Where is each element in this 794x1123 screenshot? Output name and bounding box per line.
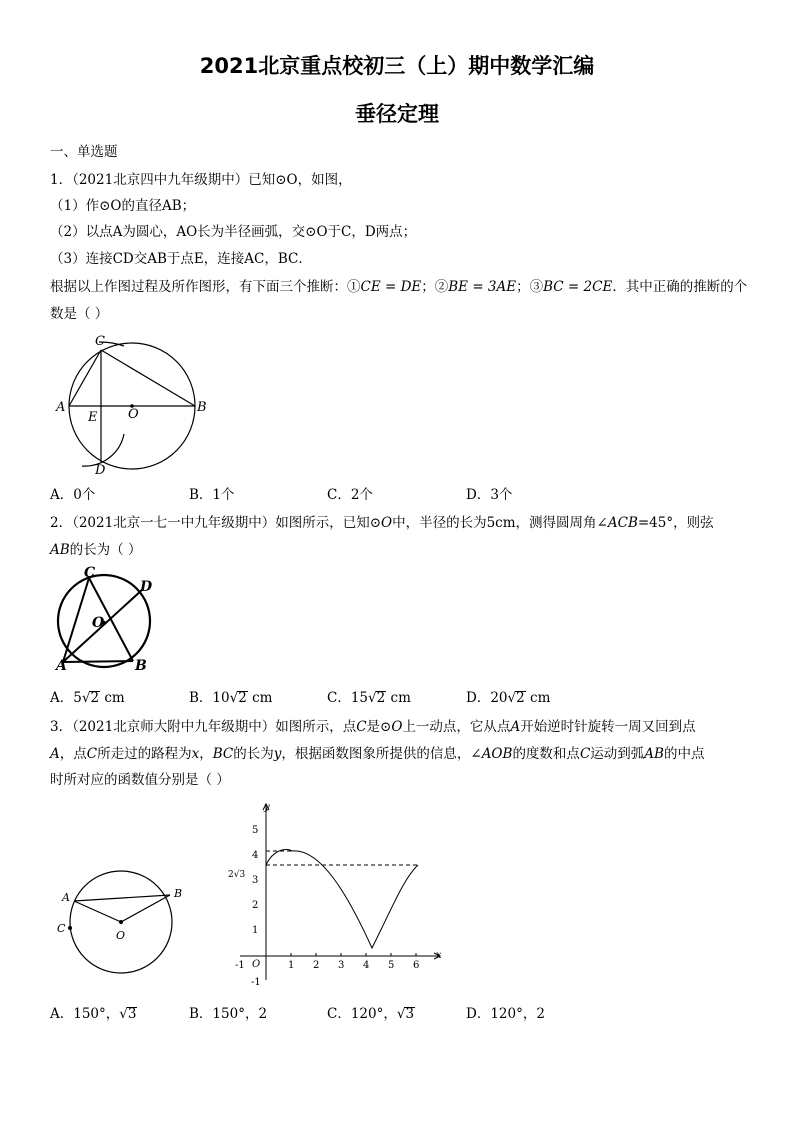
q2-chord-ab: AB — [50, 542, 70, 558]
q1-label-b: B — [197, 400, 207, 415]
q3-l1-c: 上一动点，它从点 — [402, 719, 511, 735]
q1-stem: 1．（2021北京四中九年级期中）已知⊙O，如图， — [50, 172, 352, 188]
q3-stem-line3: 时所对应的函数值分别是（ ） — [50, 772, 230, 788]
q2-stem-part3: =45°，则弦 — [637, 515, 714, 531]
q1-question-end: 数是（ ） — [50, 306, 109, 322]
q3-y-tick-label: 1 — [252, 925, 259, 936]
q3-circle-label-a: A — [62, 891, 70, 904]
q3-circle-figure — [54, 866, 194, 976]
q3-l2-aob: AOB — [481, 746, 513, 762]
q2-stem — [50, 514, 714, 532]
q3-x-tick-label: 6 — [413, 960, 420, 971]
q3-circle-label-o: O — [116, 929, 126, 942]
q3-l2-a-point: A — [50, 746, 60, 762]
q2-option-a[interactable]: A．5√2 cm — [50, 690, 125, 706]
q3-x-tick-label: 2 — [313, 960, 320, 971]
q3-radius-oa — [74, 901, 121, 922]
q1-option-c[interactable]: C．2个 — [327, 487, 373, 503]
q3-option-a-label: A．150°， — [50, 1006, 120, 1022]
q1-inference-tail: ．其中正确的推断的个 — [612, 279, 748, 295]
q3-l2-h: 的中点 — [663, 746, 705, 762]
q3-l2-b: 所走过的路程为 — [97, 746, 192, 762]
q1-label-e: E — [88, 410, 98, 425]
q3-chord-ab — [74, 895, 170, 901]
q3-center-dot — [119, 920, 123, 924]
q3-x-tick-label: 4 — [363, 960, 370, 971]
q1-label-a: A — [56, 400, 66, 415]
q2-stem-o: O — [381, 515, 393, 531]
page-subtitle: 垂径定理 — [355, 102, 439, 126]
q3-l1-a: 3．（2021北京师大附中九年级期中）如图所示，点 — [50, 719, 357, 735]
q1-label-o: O — [128, 407, 139, 422]
q3-l2-y: y — [273, 746, 282, 762]
q3-l1-a-point: A — [510, 719, 521, 735]
q3-l1-o-point: O — [391, 719, 403, 735]
q3-l2-c: ， — [199, 746, 213, 762]
q3-l2-c-point: C — [86, 746, 98, 762]
q1-sep-2: ；③ — [516, 279, 544, 295]
q1-sep-1: ；② — [421, 279, 449, 295]
q3-l2-e: ，根据函数图象所提供的信息，∠ — [281, 746, 482, 762]
q3-x-tick-label: -1 — [235, 960, 245, 971]
q3-l2-f: 的度数和点 — [512, 746, 580, 762]
q3-l2-ab: AB — [644, 746, 664, 762]
q3-l1-c-point: C — [356, 719, 367, 735]
q3-radius-ob — [121, 895, 170, 922]
q2-stem-part2: 中，半径的长为5cm，测得圆周角∠ — [392, 515, 608, 531]
q2-label-d: D — [140, 579, 153, 595]
q2-option-c-rad: 2 — [376, 690, 386, 706]
q1-option-b[interactable]: B．1个 — [189, 487, 235, 503]
q3-y-tick-label: 2 — [252, 900, 259, 911]
q2-option-c-coef: 15 — [350, 690, 369, 706]
q1-step2: （2）以点A为圆心，AO长为半径画弧，交⊙O于C，D两点； — [50, 224, 417, 240]
q3-option-b[interactable]: B．150°，2 — [189, 1006, 268, 1022]
q3-option-c[interactable]: C．120°，√3 — [327, 1006, 415, 1022]
q3-y-tick-label: 5 — [252, 825, 259, 836]
q3-dash-label: 2√3 — [228, 870, 246, 880]
q1-figure — [52, 328, 212, 478]
q2-option-b-rad: 2 — [238, 690, 247, 706]
q2-option-a-label: A． — [50, 690, 74, 706]
q3-circle-label-c: C — [57, 922, 66, 935]
q1-option-a[interactable]: A．0个 — [50, 487, 96, 503]
q3-l2-d: 的长为 — [233, 746, 274, 762]
q3-l2-bc: BC — [212, 746, 234, 762]
q1-inference-2: BE = 3AE — [448, 279, 517, 295]
q3-origin-label: O — [252, 959, 261, 970]
q3-function-graph — [222, 798, 452, 998]
q2-option-c-unit: cm — [390, 690, 411, 706]
q2-label-c: C — [84, 565, 96, 581]
q2-option-a-coef: 5 — [73, 690, 82, 706]
q2-stem-acb: ACB — [607, 515, 638, 531]
q3-curve — [266, 849, 418, 948]
q2-option-a-rad: 2 — [90, 690, 100, 706]
q2-label-o: O — [92, 615, 105, 631]
q3-option-c-label: C．120°， — [327, 1006, 397, 1022]
q2-option-d-rad: 2 — [516, 690, 525, 706]
q3-x-tick-label: 1 — [288, 960, 295, 971]
q2-segment-ab — [63, 661, 133, 662]
q2-option-b-unit: cm — [252, 690, 273, 706]
q2-stem-line2 — [50, 541, 141, 559]
q3-stem-line1 — [50, 718, 696, 736]
q3-option-a-rad: 3 — [127, 1006, 137, 1022]
q2-stem-line2-rest: 的长为（ ） — [69, 542, 142, 558]
q2-option-b[interactable]: B．10√2 cm — [189, 690, 273, 706]
q3-l2-a: ，点 — [59, 746, 87, 762]
q3-l2-g: 运动到弧 — [590, 746, 645, 762]
q3-l2-c2-point: C — [579, 746, 591, 762]
q1-segment-ac — [69, 350, 101, 406]
q1-segment-bc — [101, 350, 195, 406]
q2-option-d-unit: cm — [530, 690, 551, 706]
q3-stem-line2 — [50, 745, 704, 763]
q3-option-c-rad: 3 — [405, 1006, 415, 1022]
q3-y-label: y — [264, 802, 270, 813]
q1-option-d[interactable]: D．3个 — [466, 487, 513, 503]
q3-l1-d: 开始逆时针旋转一周又回到点 — [520, 719, 696, 735]
q3-y-tick-label: 4 — [252, 850, 259, 861]
q1-inference-1: CE = DE — [360, 279, 422, 295]
q3-x-tick-label: 5 — [388, 960, 395, 971]
q3-l1-b: 是⊙ — [366, 719, 392, 735]
q1-inference-line — [50, 278, 747, 296]
q1-step3: （3）连接CD交AB于点E，连接AC，BC． — [50, 251, 312, 267]
q3-circle-label-b: B — [174, 887, 183, 900]
q2-option-c-label: C． — [327, 690, 351, 706]
q2-label-b: B — [135, 658, 147, 674]
q1-step1: （1）作⊙O的直径AB； — [50, 198, 196, 214]
q1-label-c: C — [95, 334, 105, 349]
q1-label-d: D — [95, 463, 106, 478]
q3-point-c-dot — [68, 926, 72, 930]
q3-l2-x: x — [191, 746, 200, 762]
q2-option-a-unit: cm — [104, 690, 125, 706]
q2-option-d-label: D． — [466, 690, 491, 706]
q3-option-d[interactable]: D．120°，2 — [466, 1006, 545, 1022]
page-title: 2021北京重点校初三（上）期中数学汇编 — [199, 54, 595, 78]
q2-stem-part1: 2．（2021北京一七一中九年级期中）如图所示，已知⊙ — [50, 515, 382, 531]
q1-inference-3: BC = 2CE — [543, 279, 613, 295]
q2-figure — [52, 565, 162, 675]
q3-y-tick-label: -1 — [251, 977, 261, 988]
q3-x-label: x — [436, 950, 442, 961]
q1-inference-intro: 根据以上作图过程及所作图形，有下面三个推断：① — [50, 279, 361, 295]
section-heading: 一、单选题 — [50, 144, 118, 160]
q3-y-tick-label: 3 — [252, 875, 259, 886]
q2-option-b-coef: 10 — [212, 690, 230, 706]
q2-option-c[interactable]: C．15√2 cm — [327, 690, 411, 706]
q2-option-d[interactable]: D．20√2 cm — [466, 690, 551, 706]
q3-option-a[interactable]: A．150°，√3 — [50, 1006, 137, 1022]
q1-arc-bottom — [82, 434, 124, 466]
q2-option-b-label: B． — [189, 690, 213, 706]
q2-label-a: A — [56, 658, 67, 674]
q3-x-tick-label: 3 — [338, 960, 345, 971]
q2-option-d-coef: 20 — [490, 690, 508, 706]
